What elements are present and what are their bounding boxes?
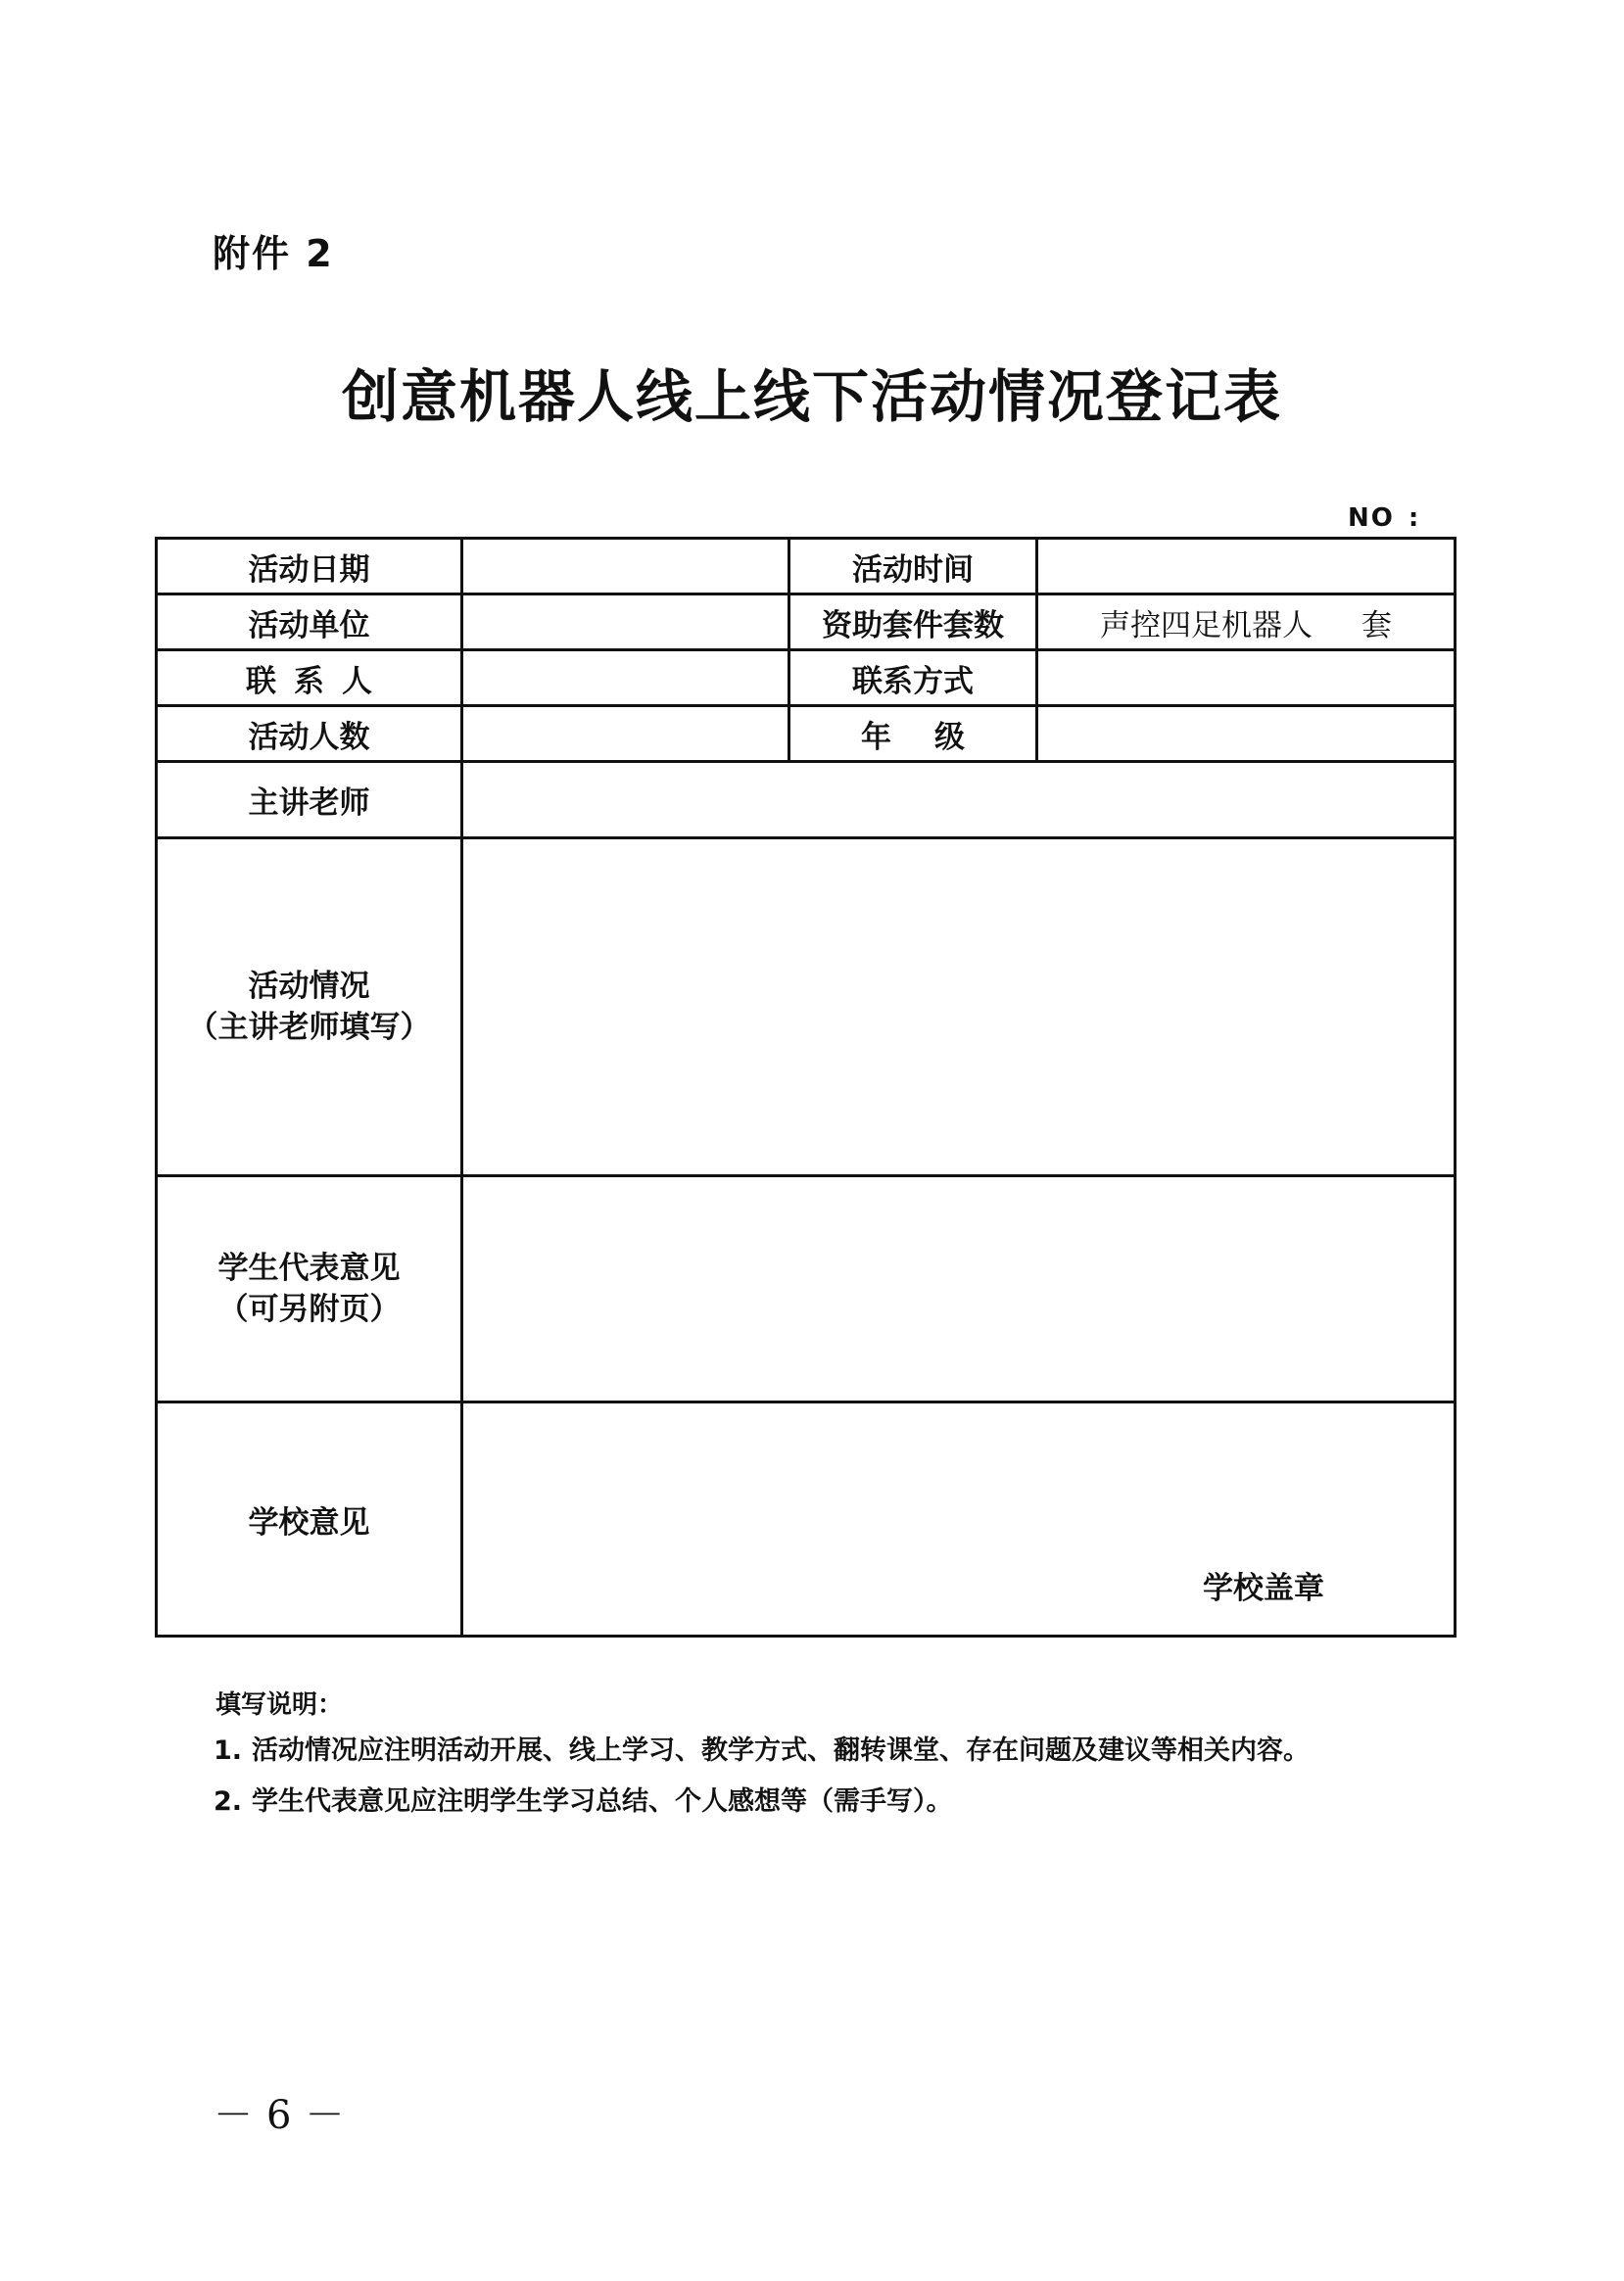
serial-number [1348,503,1420,533]
activity-unit-field[interactable] [462,594,789,650]
table-row [157,838,1456,1176]
contact-person-label: 联系人 [157,650,462,706]
grade-field[interactable] [1037,706,1456,762]
activity-date-field[interactable] [462,539,789,594]
contact-person-field[interactable] [462,650,789,706]
table-row [157,539,1456,594]
kit-name: 声控四足机器人 [1100,607,1313,643]
activity-time-field[interactable] [1037,539,1456,594]
activity-status-label [157,838,462,1176]
activity-status-note: （主讲老师填写） [187,1010,431,1045]
student-opinion-title: 学生代表意见 [217,1251,401,1286]
kit-count-field[interactable] [1037,594,1456,650]
student-opinion-label [157,1176,462,1402]
note-number: 1. [214,1735,243,1766]
serial-number-label: NO [1348,503,1395,533]
notes-heading: 填写说明： [215,1690,344,1720]
contact-method-label: 联系方式 [789,650,1037,706]
activity-unit-label: 活动单位 [157,594,462,650]
attachment-label: 附件 2 [213,232,334,275]
note-number: 2. [214,1786,243,1817]
activity-status-field[interactable] [462,838,1456,1176]
table-row [157,1402,1456,1637]
lecturer-field[interactable] [462,762,1456,838]
student-opinion-field[interactable] [462,1176,1456,1402]
list-item [214,1777,1310,1828]
activity-date-label: 活动日期 [157,539,462,594]
table-row [157,650,1456,706]
serial-number-colon: : [1408,503,1421,533]
registration-table [155,537,1457,1638]
table-row [157,594,1456,650]
kit-unit: 套 [1361,607,1392,643]
activity-status-title: 活动情况 [248,969,370,1004]
form-title: 创意机器人线上线下活动情况登记表 [341,363,1282,430]
note-text: 活动情况应注明活动开展、线上学习、教学方式、翻转课堂、存在问题及建议等相关内容。 [252,1735,1311,1766]
page-number: －6－ [214,2093,358,2138]
kit-count-value [1100,600,1392,644]
kit-count-label: 资助套件套数 [789,594,1037,650]
school-opinion-label: 学校意见 [157,1402,462,1637]
list-item [214,1726,1310,1777]
contact-method-field[interactable] [1037,650,1456,706]
participants-label: 活动人数 [157,706,462,762]
table-row [157,706,1456,762]
table-row [157,762,1456,838]
lecturer-label: 主讲老师 [157,762,462,838]
school-opinion-field[interactable] [462,1402,1456,1637]
participants-field[interactable] [462,706,789,762]
activity-time-label: 活动时间 [789,539,1037,594]
notes-list [214,1726,1310,1828]
student-opinion-note: （可另附页） [217,1292,401,1327]
table-row [157,1176,1456,1402]
grade-label: 年级 [789,706,1037,762]
note-text: 学生代表意见应注明学生学习总结、个人感想等（需手写）。 [252,1786,953,1817]
school-stamp-label: 学校盖章 [1203,1571,1324,1606]
